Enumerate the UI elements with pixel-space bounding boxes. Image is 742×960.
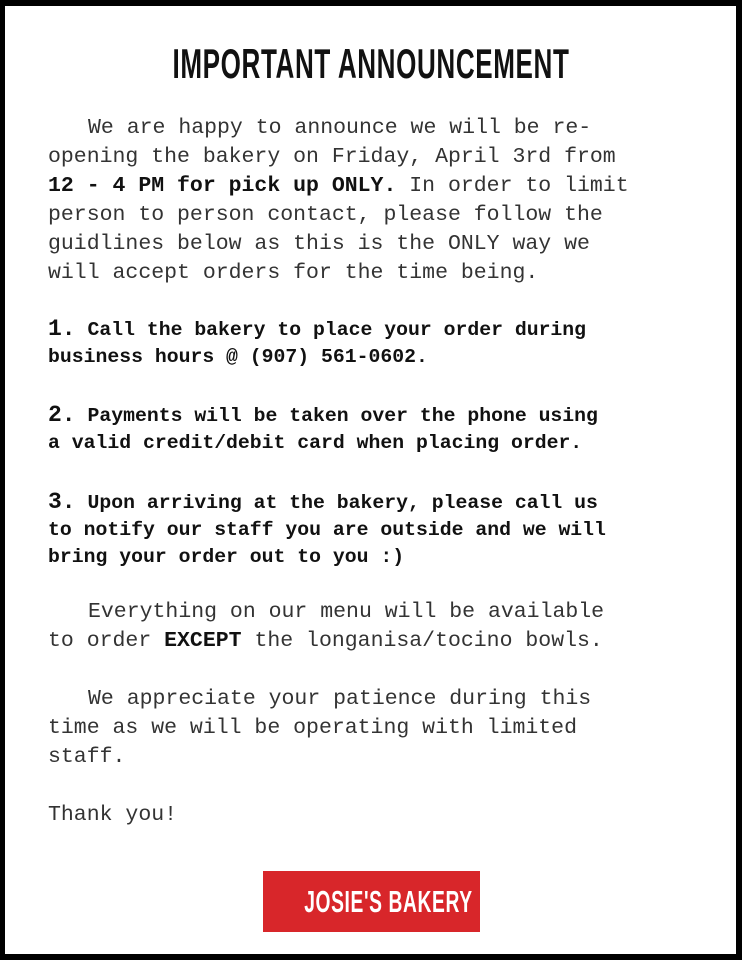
pickup-hours-text: 12 - 4 PM for pick up ONLY. [48,174,397,198]
page-title: IMPORTANT ANNOUNCEMENT [172,40,570,87]
appreciation-paragraph [48,685,728,772]
bakery-logo-text: JOSIE'S BAKERY [304,884,473,919]
intro-line: We are happy to announce we will be re- [88,116,592,140]
step-2 [48,402,728,457]
step-number: 2. [48,402,76,428]
intro-line: person to person contact, please follow the [48,203,603,227]
closing-paragraph [48,801,728,830]
step-text: bring your order out to you :) [48,546,405,568]
step-number: 1. [48,316,76,342]
intro-line: will accept orders for the time being. [48,261,539,285]
intro-line-rest: In order to limit [396,174,629,198]
step-text: a valid credit/debit card when placing order. [48,431,583,454]
appreciation-line: staff. [48,745,126,769]
intro-paragraph [48,114,728,288]
appreciation-line: time as we will be operating with limited [48,716,577,740]
step-text: Upon arriving at the bakery, please call us [75,492,598,514]
menu-note-line: Everything on our menu will be available [88,600,605,624]
menu-note-text: the longanisa/tocino bowls. [241,629,603,653]
menu-note-line [48,627,728,656]
closing-text: Thank you! [48,803,178,827]
step-text: Payments will be taken over the phone using [75,405,598,427]
announcement-page [5,6,736,954]
intro-line: guidlines below as this is the ONLY way we [48,232,590,256]
bakery-logo [263,871,480,932]
step-1 [48,316,728,371]
menu-note-text: to order [48,629,165,653]
menu-note-paragraph [48,598,728,656]
step-3 [48,489,728,572]
step-text: Call the bakery to place your order during [75,319,587,341]
intro-line: opening the bakery on Friday, April 3rd from [48,145,616,169]
step-number: 3. [48,489,76,515]
except-text: EXCEPT [164,629,242,653]
intro-line [48,172,728,201]
step-text: to notify our staff you are outside and we will [48,518,606,541]
step-text: business hours @ (907) 561-0602. [48,345,428,368]
appreciation-line: We appreciate your patience during this [88,687,592,711]
